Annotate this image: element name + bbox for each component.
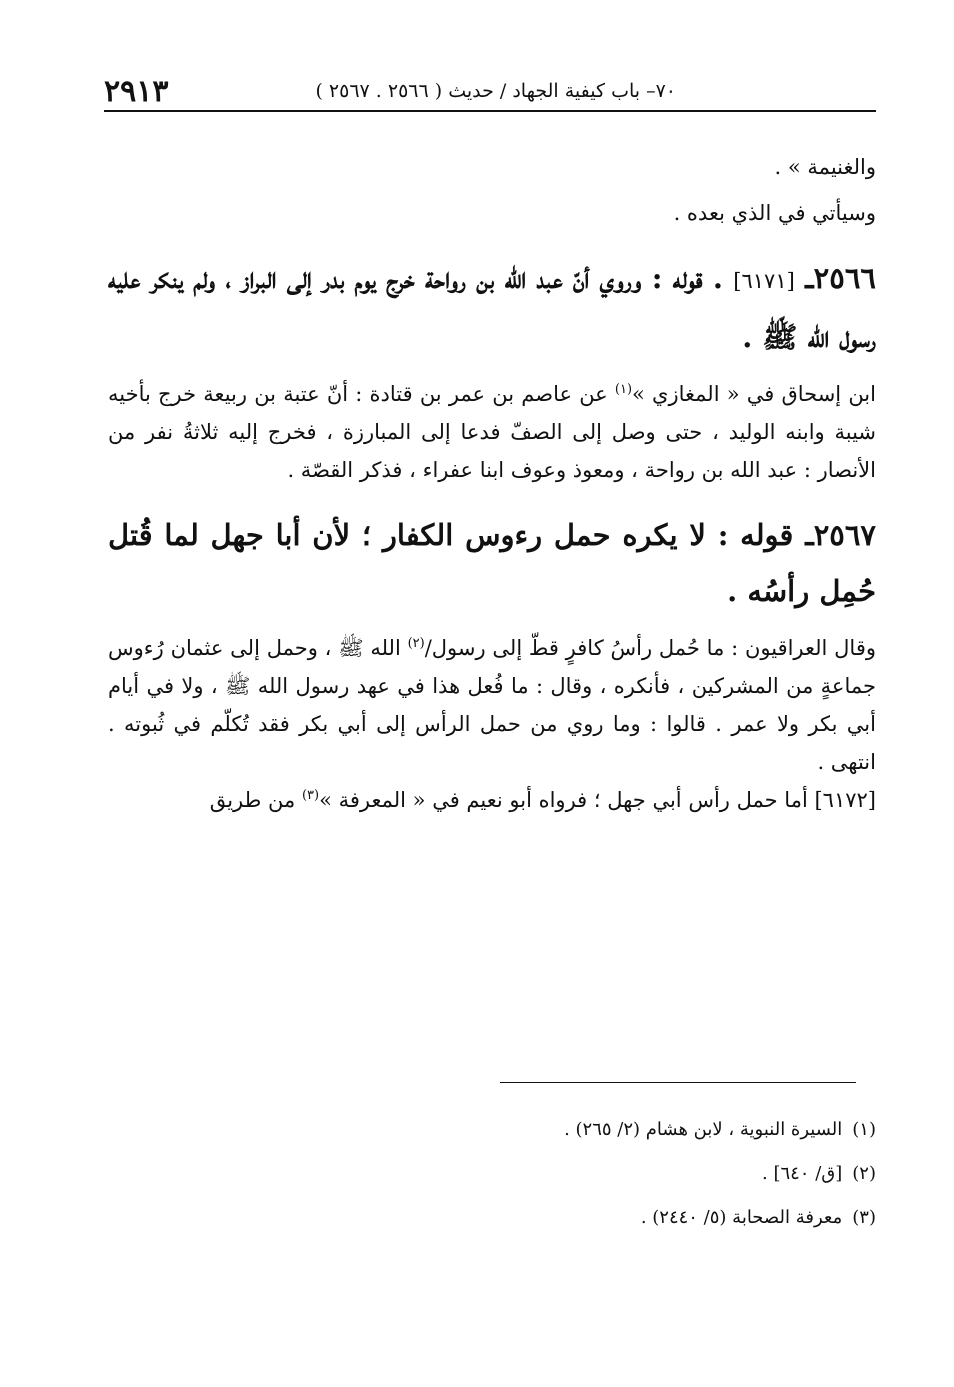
footnote-text: [ق/ ٦٤٠] . — [762, 1163, 843, 1184]
footnote-text: السيرة النبوية ، لابن هشام (٢/ ٢٦٥) . — [564, 1119, 843, 1140]
paragraph-text: عن عاصم بن عمر بن قتادة : أنّ عتبة بن ربيعة خرج بأخيه شيبة وابنه الوليد ، حتى وصل إلى الصفّ فدعا إلى المبارزة ، فخرج إليه ثلاثةُ نفر من الأنصار : عبد الله بن رواحة ، ومعوذ وعوف ابنا عفراء ، فذكر القصّة . — [108, 382, 876, 482]
paragraph-1: والغنيمة » . — [774, 155, 876, 179]
footnote-number: (٣) — [852, 1207, 876, 1228]
entry-reference: [٦١٧١] — [733, 269, 795, 293]
entry-reference: [٦١٧٢] — [814, 788, 876, 812]
page-number: ٢٩١٣ — [104, 74, 169, 109]
paragraph-text: من طريق — [209, 788, 302, 812]
footnote-text: معرفة الصحابة (٥/ ٢٤٤٠) . — [640, 1207, 843, 1228]
entry-heading-2566 — [108, 250, 876, 365]
paragraph-5 — [108, 781, 876, 819]
running-title: ٧٠– باب كيفية الجهاد / حديث ( ٢٥٦٦ . ٢٥٦٧ ) — [315, 80, 676, 102]
footnote-marker[interactable]: (٢) — [407, 636, 425, 651]
page-header — [104, 70, 876, 112]
paragraph-text: ابن إسحاق في « المغازي » — [632, 382, 876, 406]
footnote-1 — [176, 1108, 876, 1152]
footnote-number: (٢) — [852, 1163, 876, 1184]
footnote-marker[interactable]: (١) — [614, 382, 633, 397]
footnote-separator — [500, 1082, 856, 1083]
entry-number: ٢٥٦٦ـ — [805, 261, 876, 295]
footnote-2 — [176, 1152, 876, 1196]
footnote-3 — [176, 1196, 876, 1240]
paragraph-text: الله ﷺ ، وحمل إلى عثمان رُءوس جماعةٍ من المشركين ، فأنكره ، وقال : ما فُعل هذا في عهد رسول الله ﷺ ، ولا في أيام أبي بكر ولا عمر . قالوا : وما روي من حمل الرأس إلى أبي بكر فقد تُكلّم في ثُبوته . انتهى . — [108, 636, 876, 774]
page-body — [108, 148, 876, 819]
paragraph-2: وسيأتي في الذي بعده . — [673, 201, 876, 225]
entry-text: . قوله : وروي أنّ عبد الله بن رواحة خرج يوم بدر إلى البراز ، ولم ينكر عليه رسول الله ﷺ . — [108, 261, 876, 354]
paragraph-4 — [108, 629, 876, 781]
footnote-number: (١) — [852, 1119, 876, 1140]
paragraph-text: أما حمل رأس أبي جهل ؛ فرواه أبو نعيم في « المعرفة » — [319, 788, 815, 812]
entry-text: قوله : لا يكره حمل رءوس الكفار ؛ لأن أبا جهل لما قُتل حُمِل رأسُه . — [108, 518, 876, 608]
entry-number: ٢٥٦٧ـ — [805, 518, 876, 552]
header-rule — [104, 110, 876, 112]
footnotes — [176, 1108, 876, 1240]
paragraph-3 — [108, 375, 876, 489]
footnote-marker[interactable]: (٣) — [301, 788, 320, 803]
paragraph-text: وقال العراقيون : ما حُمل رأسُ كافرٍ قطّ إلى رسول/ — [424, 636, 877, 660]
entry-heading-2567 — [108, 507, 876, 619]
